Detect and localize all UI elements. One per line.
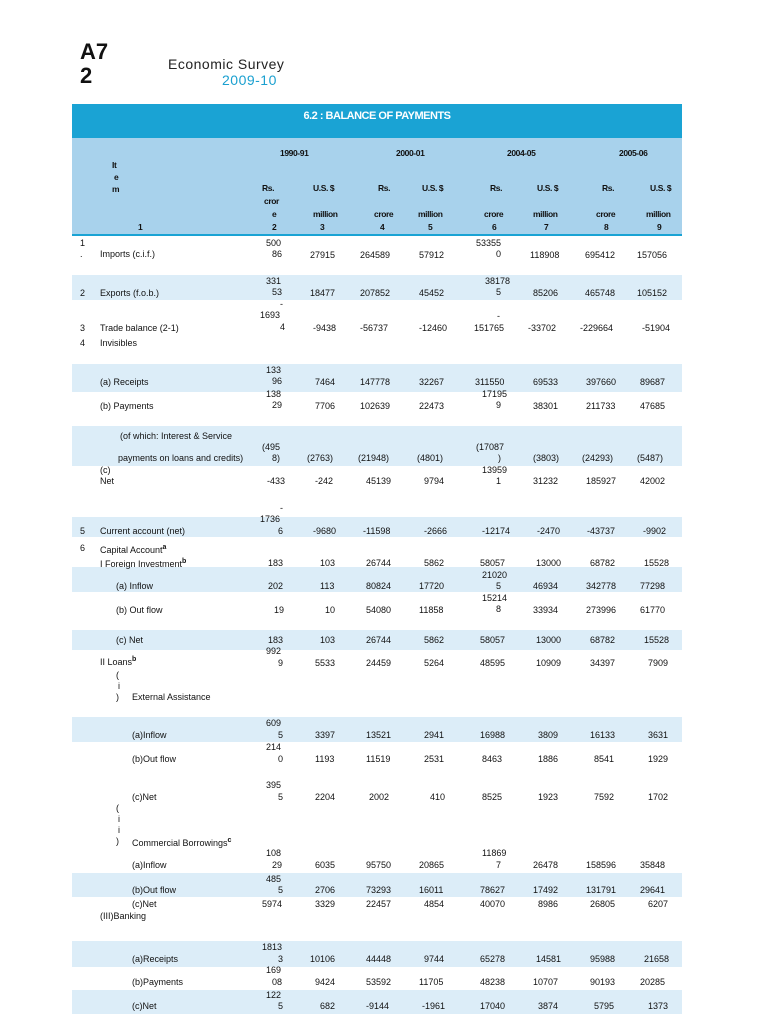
cell: 1373 (648, 1001, 669, 1011)
unit-million-2: million (418, 209, 443, 219)
row-label: (c) (100, 465, 111, 475)
unit-crore-4: crore (596, 209, 616, 219)
cell: 214 (266, 742, 282, 752)
cell: 5795 (594, 1001, 615, 1011)
row-label: (b)Out flow (132, 754, 177, 764)
row-label: (b) Payments (100, 401, 154, 411)
cell: 609 (266, 718, 282, 728)
cell: -43737 (587, 526, 616, 536)
cell: -12460 (419, 323, 448, 333)
cell: 26478 (533, 860, 559, 870)
cell: -11598 (363, 526, 391, 536)
cell: 3874 (538, 1001, 559, 1011)
unit-million-4: million (646, 209, 671, 219)
cell: 992 (266, 646, 282, 656)
table-header (72, 138, 682, 234)
cell: 1 (496, 476, 502, 486)
cell: 73293 (366, 885, 392, 895)
row-label: External Assistance (132, 692, 211, 702)
item-header-1: It (112, 160, 117, 170)
cell: 5 (496, 581, 502, 591)
cell: -9680 (313, 526, 337, 536)
unit-rs-4: Rs. (602, 183, 615, 193)
cell: 45139 (366, 476, 392, 486)
cell: 5 (278, 1001, 284, 1011)
cell: 1923 (538, 792, 559, 802)
cell: 16011 (419, 885, 444, 895)
row-label: (b) Out flow (116, 605, 163, 615)
cell: 22457 (366, 899, 392, 909)
row-label: Net (100, 476, 115, 486)
roman-numeral: i (118, 825, 120, 835)
cell: -9902 (643, 526, 667, 536)
cell: 5264 (424, 658, 445, 668)
row-label: (c)Net (132, 1001, 157, 1011)
cell: 69533 (533, 377, 559, 387)
cell: 5 (496, 287, 502, 297)
cell: 27915 (310, 250, 336, 260)
cell: 3 (278, 954, 284, 964)
col-number: 1 (138, 222, 143, 232)
row-label: (a) Inflow (116, 581, 154, 591)
cell: 89687 (640, 377, 666, 387)
row-label: (a)Receipts (132, 954, 179, 964)
col-number: 4 (380, 222, 385, 232)
col-number: 7 (544, 222, 549, 232)
cell: 7909 (648, 658, 669, 668)
cell: 15214 (482, 593, 508, 603)
cell: -56737 (360, 323, 389, 333)
cell: 5862 (424, 635, 445, 645)
cell: ) (498, 453, 501, 463)
cell: 10909 (536, 658, 562, 668)
cell: 53355 (476, 238, 502, 248)
cell: 9 (278, 658, 284, 668)
cell: 48595 (480, 658, 506, 668)
cell: 500 (266, 238, 282, 248)
cell: 38301 (533, 401, 559, 411)
cell: 86 (272, 249, 283, 259)
cell: 113 (320, 581, 335, 591)
row-label: (III)Banking (100, 911, 147, 921)
cell: 16988 (480, 730, 506, 740)
cell: 8463 (482, 754, 503, 764)
cell: 2204 (315, 792, 336, 802)
row-label: Invisibles (100, 338, 138, 348)
cell: 58057 (480, 635, 506, 645)
cell: 68782 (590, 558, 616, 568)
cell: 485 (266, 874, 282, 884)
row-label: I Foreign Investment$^b$ (100, 558, 187, 569)
unit-rs-3: Rs. (490, 183, 503, 193)
period-header-1: 1990-91 (280, 148, 309, 158)
cell: 9794 (424, 476, 445, 486)
row-number: 4 (80, 338, 86, 348)
cell: 273996 (586, 605, 617, 615)
cell: -33702 (528, 323, 557, 333)
cell: 102639 (360, 401, 391, 411)
footnote-mark: a (162, 544, 167, 551)
cell: 8 (496, 604, 502, 614)
cell: 3631 (648, 730, 669, 740)
cell: 397660 (586, 377, 617, 387)
cell: 96 (272, 376, 283, 386)
cell: 122 (266, 990, 282, 1000)
cell: 311550 (475, 377, 505, 387)
cell: 11869 (482, 848, 507, 858)
cell: 11519 (366, 754, 391, 764)
row-number: 1 (80, 238, 86, 248)
cell: 695412 (585, 250, 616, 260)
cell: -1961 (422, 1001, 446, 1011)
cell: 13000 (536, 558, 562, 568)
cell: 5974 (262, 899, 283, 909)
cell: 80824 (366, 581, 392, 591)
cell: 211733 (586, 401, 616, 411)
cell: 17720 (419, 581, 445, 591)
row-label: Commercial Borrowings$^c$ (132, 837, 232, 848)
period-header-3: 2004-05 (507, 148, 536, 158)
cell: 29641 (640, 885, 666, 895)
cell: 118908 (530, 250, 560, 260)
cell: 16133 (590, 730, 616, 740)
cell: 10707 (533, 977, 559, 987)
row-label: (of which: Interest & Service (120, 431, 233, 441)
cell: 8) (272, 453, 281, 463)
cell: 1929 (648, 754, 669, 764)
cell: (3803) (533, 453, 560, 463)
cell: 465748 (585, 288, 616, 298)
cell: -2666 (424, 526, 448, 536)
cell: - (280, 299, 283, 309)
col-number: 5 (428, 222, 433, 232)
cell: 90193 (590, 977, 616, 987)
cell: (5487) (637, 453, 664, 463)
cell: 53 (272, 287, 283, 297)
cell: 3329 (315, 899, 336, 909)
cell: 48238 (480, 977, 506, 987)
row-number: 6 (80, 543, 86, 553)
cell: 9 (496, 400, 502, 410)
footnote-mark: b (132, 656, 137, 663)
cell: 5 (278, 885, 284, 895)
cell: 5 (278, 792, 284, 802)
cell: 2002 (369, 792, 390, 802)
row-label: Capital Account$^a$ (100, 544, 167, 555)
cell: 138 (266, 389, 282, 399)
cell: 0 (278, 754, 284, 764)
cell: 20285 (640, 977, 666, 987)
unit-million-3: million (533, 209, 558, 219)
cell: 5533 (315, 658, 336, 668)
cell: (2763) (307, 453, 334, 463)
cell: 77298 (640, 581, 666, 591)
cell: 10106 (310, 954, 336, 964)
cell: 26805 (590, 899, 616, 909)
row-label: Imports (c.i.f.) (100, 249, 156, 259)
cell: -433 (267, 476, 286, 486)
cell: 20865 (419, 860, 445, 870)
cell: 08 (272, 977, 283, 987)
cell: 11858 (419, 605, 444, 615)
item-header-3: m (112, 184, 120, 194)
cell: 4 (280, 322, 286, 332)
cell: 1736 (260, 514, 281, 524)
cell: 33934 (533, 605, 559, 615)
cell: 29 (272, 860, 283, 870)
cell: 395 (266, 780, 282, 790)
cell: 9744 (424, 954, 445, 964)
cell: 13000 (536, 635, 562, 645)
unit-crore-2: crore (374, 209, 394, 219)
cell: 15528 (644, 558, 670, 568)
cell: 1886 (538, 754, 559, 764)
unit-us-1: U.S. $ (313, 183, 335, 193)
cell: 7706 (315, 401, 336, 411)
cell: 13521 (366, 730, 392, 740)
cell: 9424 (315, 977, 336, 987)
cell: 7592 (594, 792, 615, 802)
cell: 11705 (419, 977, 444, 987)
row-label: payments on loans and credits) (118, 453, 244, 463)
cell: 1193 (315, 754, 335, 764)
cell: 46934 (533, 581, 559, 591)
cell: 105152 (637, 288, 668, 298)
cell: 169 (266, 965, 282, 975)
cell: 38178 (485, 276, 511, 286)
roman-numeral: ( (116, 803, 119, 813)
cell: -2470 (537, 526, 561, 536)
row-label: Trade balance (2-1) (100, 323, 179, 333)
col-number: 2 (272, 222, 277, 232)
cell: 34397 (590, 658, 616, 668)
cell: 21020 (482, 570, 508, 580)
row-label: (b)Payments (132, 977, 184, 987)
cell: 682 (320, 1001, 336, 1011)
cell: 185927 (586, 476, 617, 486)
cell: 1813 (262, 942, 283, 952)
roman-numeral: ( (116, 670, 119, 680)
cell: 13959 (482, 465, 508, 475)
cell: 10 (325, 605, 336, 615)
cell: -51904 (642, 323, 671, 333)
publication-title: Economic Survey (168, 56, 285, 72)
cell: 45452 (419, 288, 445, 298)
cell: 2941 (424, 730, 445, 740)
roman-numeral: i (118, 814, 120, 824)
unit-rs-2: Rs. (378, 183, 391, 193)
row-label: Current account (net) (100, 526, 186, 536)
header-rule (72, 234, 682, 236)
cell: 131791 (586, 885, 617, 895)
cell: 85206 (533, 288, 559, 298)
cell: 7464 (315, 377, 336, 387)
cell: 3809 (538, 730, 559, 740)
cell: (24293) (582, 453, 614, 463)
col-number: 8 (604, 222, 609, 232)
col-number: 6 (492, 222, 497, 232)
cell: 8986 (538, 899, 559, 909)
row-label: (a) Receipts (100, 377, 149, 387)
table-title: 6.2 : BALANCE OF PAYMENTS (72, 104, 682, 138)
cell: 54080 (366, 605, 392, 615)
cell: 103 (320, 635, 336, 645)
cell: - (280, 503, 283, 513)
cell: 1693 (260, 310, 281, 320)
cell: 65278 (480, 954, 506, 964)
cell: -242 (315, 476, 334, 486)
cell: 103 (320, 558, 336, 568)
cell: 6035 (315, 860, 336, 870)
row-label: (c)Net (132, 792, 157, 802)
cell: 58057 (480, 558, 506, 568)
unit-crore-3: crore (484, 209, 504, 219)
unit-million-1: million (313, 209, 338, 219)
cell: 0 (496, 249, 502, 259)
cell: 14581 (536, 954, 562, 964)
footnote-mark: b (182, 558, 187, 565)
cell: -229664 (580, 323, 614, 333)
item-header-2: e (114, 172, 119, 182)
cell: 31232 (533, 476, 559, 486)
cell: 18477 (310, 288, 336, 298)
cell: (21948) (358, 453, 390, 463)
page-number: A7 2 (80, 39, 109, 88)
cell: 331 (266, 276, 282, 286)
unit-rs-1c: e (272, 209, 277, 219)
row-number: 3 (80, 323, 86, 333)
cell: 17040 (480, 1001, 506, 1011)
cell: 183 (268, 635, 284, 645)
cell: 410 (430, 792, 446, 802)
cell: 158596 (586, 860, 617, 870)
row-label: (b)Out flow (132, 885, 177, 895)
cell: 15528 (644, 635, 670, 645)
col-number: 9 (657, 222, 662, 232)
cell: 264589 (360, 250, 391, 260)
cell: 68782 (590, 635, 616, 645)
publication-year: 2009-10 (222, 72, 277, 88)
row-number: 5 (80, 526, 86, 536)
cell: 108 (266, 848, 282, 858)
cell: 157056 (637, 250, 668, 260)
row-label: (a)Inflow (132, 730, 167, 740)
unit-rs-1a: Rs. (262, 183, 275, 193)
cell: 207852 (360, 288, 391, 298)
cell: 5 (278, 730, 284, 740)
cell: 44448 (366, 954, 392, 964)
cell: 17492 (533, 885, 559, 895)
cell: 21658 (644, 954, 670, 964)
cell: 133 (266, 365, 282, 375)
cell: 4854 (424, 899, 445, 909)
cell: 8525 (482, 792, 503, 802)
cell: 78627 (480, 885, 506, 895)
cell: 61770 (640, 605, 666, 615)
cell: 2706 (315, 885, 336, 895)
cell: 2531 (424, 754, 445, 764)
cell: 151765 (474, 323, 505, 333)
row-label: II Loans$^b$ (100, 656, 137, 667)
cell: 183 (268, 558, 284, 568)
roman-numeral: i (118, 681, 120, 691)
cell: 202 (268, 581, 284, 591)
cell: -9144 (366, 1001, 390, 1011)
footnote-mark: c (227, 837, 232, 844)
cell: (495 (262, 442, 281, 452)
cell: 5862 (424, 558, 445, 568)
cell: 8541 (594, 754, 615, 764)
period-header-2: 2000-01 (396, 148, 425, 158)
roman-numeral: ) (116, 836, 119, 846)
cell: 47685 (640, 401, 666, 411)
cell: 6 (278, 526, 284, 536)
cell: 95750 (366, 860, 392, 870)
row-label: (c) Net (116, 635, 143, 645)
row-label: (a)Inflow (132, 860, 167, 870)
cell: 342778 (586, 581, 617, 591)
cell: 35848 (640, 860, 666, 870)
cell: 3397 (315, 730, 336, 740)
cell: 1702 (648, 792, 669, 802)
cell: 95988 (590, 954, 616, 964)
cell: 7 (496, 860, 502, 870)
cell: 26744 (366, 558, 392, 568)
cell: 6207 (648, 899, 669, 909)
unit-us-4: U.S. $ (650, 183, 672, 193)
cell: - (497, 311, 500, 321)
cell: 57912 (419, 250, 445, 260)
roman-numeral: ) (116, 692, 119, 702)
period-header-4: 2005-06 (619, 148, 648, 158)
unit-us-2: U.S. $ (422, 183, 444, 193)
row-label: (c)Net (132, 899, 157, 909)
cell: 40070 (480, 899, 506, 909)
cell: 19 (274, 605, 285, 615)
unit-us-3: U.S. $ (537, 183, 559, 193)
cell: (4801) (417, 453, 444, 463)
cell: 26744 (366, 635, 392, 645)
cell: 29 (272, 400, 283, 410)
row-number: 2 (80, 288, 86, 298)
cell: 22473 (419, 401, 445, 411)
row-label: Exports (f.o.b.) (100, 288, 160, 298)
col-number: 3 (320, 222, 325, 232)
row-number-dot: . (80, 249, 83, 259)
cell: 32267 (419, 377, 445, 387)
cell: -12174 (482, 526, 511, 536)
cell: 17195 (482, 389, 508, 399)
cell: (17087 (476, 442, 505, 452)
unit-rs-1b: cror (264, 196, 279, 206)
cell: 24459 (366, 658, 392, 668)
cell: 42002 (640, 476, 666, 486)
cell: 147778 (360, 377, 391, 387)
cell: 53592 (366, 977, 392, 987)
cell: -9438 (313, 323, 337, 333)
